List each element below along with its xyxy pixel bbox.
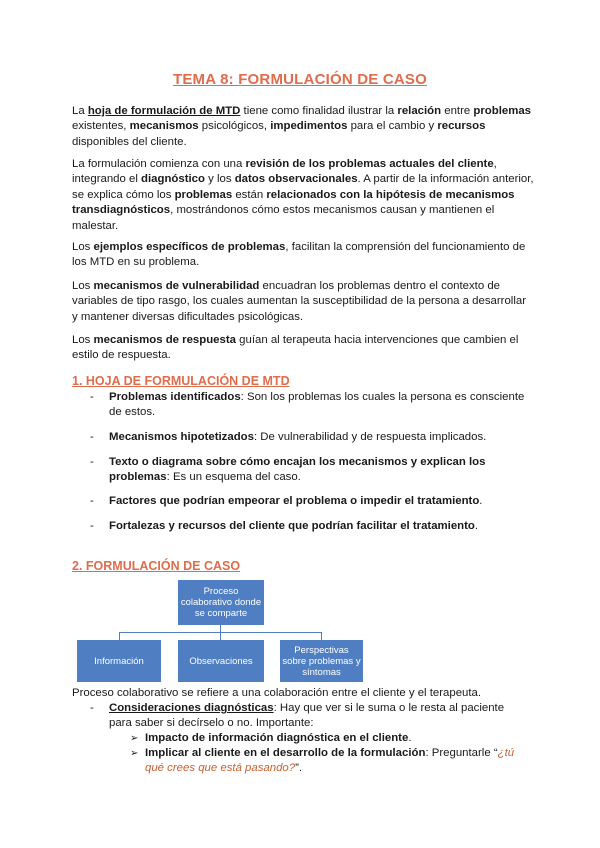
list-item: - Mecanismos hipotetizados: De vulnerabilidad y de respuesta implicados. — [90, 431, 487, 443]
paragraph-response: Los mecanismos de respuesta guían al terapeuta hacia intervenciones que cambien el estilo de respuesta. — [72, 334, 519, 362]
diagram-connector — [220, 632, 221, 640]
list-item: - Problemas identificados: Son los problemas los cuales la persona es consciente de estos. — [90, 391, 525, 419]
arrow-bullet-icon: ➢ — [130, 748, 139, 759]
diagram-node-top: Proceso colaborativo donde se comparte — [178, 580, 264, 625]
list-item: - Factores que podrían empeorar el problema o impedir el tratamiento. — [90, 495, 483, 507]
paragraph-vulnerability: Los mecanismos de vulnerabilidad encuadran los problemas dentro el contexto de variables de tipo rasgo, los cuales aumentan la susceptibilidad de la persona a desarrollar y mantener diversas dificultades psicológicas. — [72, 280, 526, 323]
paragraph-examples: Los ejemplos específicos de problemas, facilitan la comprensión del funcionamiento de los MTD en su problema. — [72, 241, 526, 269]
paragraph-formulation: La formulación comienza con una revisión de los problemas actuales del cliente, integrando el diagnóstico y los datos observacionales. A partir de la información anterior, se explica cómo los problemas están relacionados con la hipótesis de mecanismos transdiagnósticos, mostrándonos cómo estos mecanismos causan y mantienen el malestar. — [72, 158, 534, 232]
section-heading-formulacion: 2. FORMULACIÓN DE CASO — [72, 559, 241, 573]
diagram-node-observaciones: Observaciones — [178, 640, 264, 682]
diagram-connector — [119, 632, 120, 640]
page-title: TEMA 8: FORMULACIÓN DE CASO — [172, 71, 427, 88]
sub-list-item: ➢ Implicar al cliente en el desarrollo de la formulación: Preguntarle “¿tú qué crees que está pasando?”. — [130, 747, 515, 775]
paragraph-intro: La hoja de formulación de MTD tiene como finalidad ilustrar la relación entre problemas existentes, mecanismos psicológicos, impedimentos para el cambio y recursos disponibles del cliente. — [72, 105, 531, 148]
diagram-node-informacion: Información — [77, 640, 161, 682]
arrow-bullet-icon: ➢ — [130, 733, 139, 744]
section-heading-hoja: 1. HOJA DE FORMULACIÓN DE MTD — [72, 374, 290, 388]
sub-list-item: ➢ Impacto de información diagnóstica en el cliente. — [130, 731, 530, 746]
list-item: - Consideraciones diagnósticas: Hay que ver si le suma o le resta al paciente para saber si decírselo o no. Importante: — [90, 702, 505, 730]
diagram-connector — [321, 632, 322, 640]
list-item: - Fortalezas y recursos del cliente que podrían facilitar el tratamiento. — [90, 520, 479, 532]
diagram-node-perspectivas: Perspectivas sobre problemas y síntomas — [280, 640, 363, 682]
paragraph-collaboration: Proceso colaborativo se refiere a una colaboración entre el cliente y el terapeuta. — [72, 687, 482, 699]
list-item: - Texto o diagrama sobre cómo encajan los mecanismos y explican los problemas: Es un esquema del caso. — [90, 456, 486, 484]
